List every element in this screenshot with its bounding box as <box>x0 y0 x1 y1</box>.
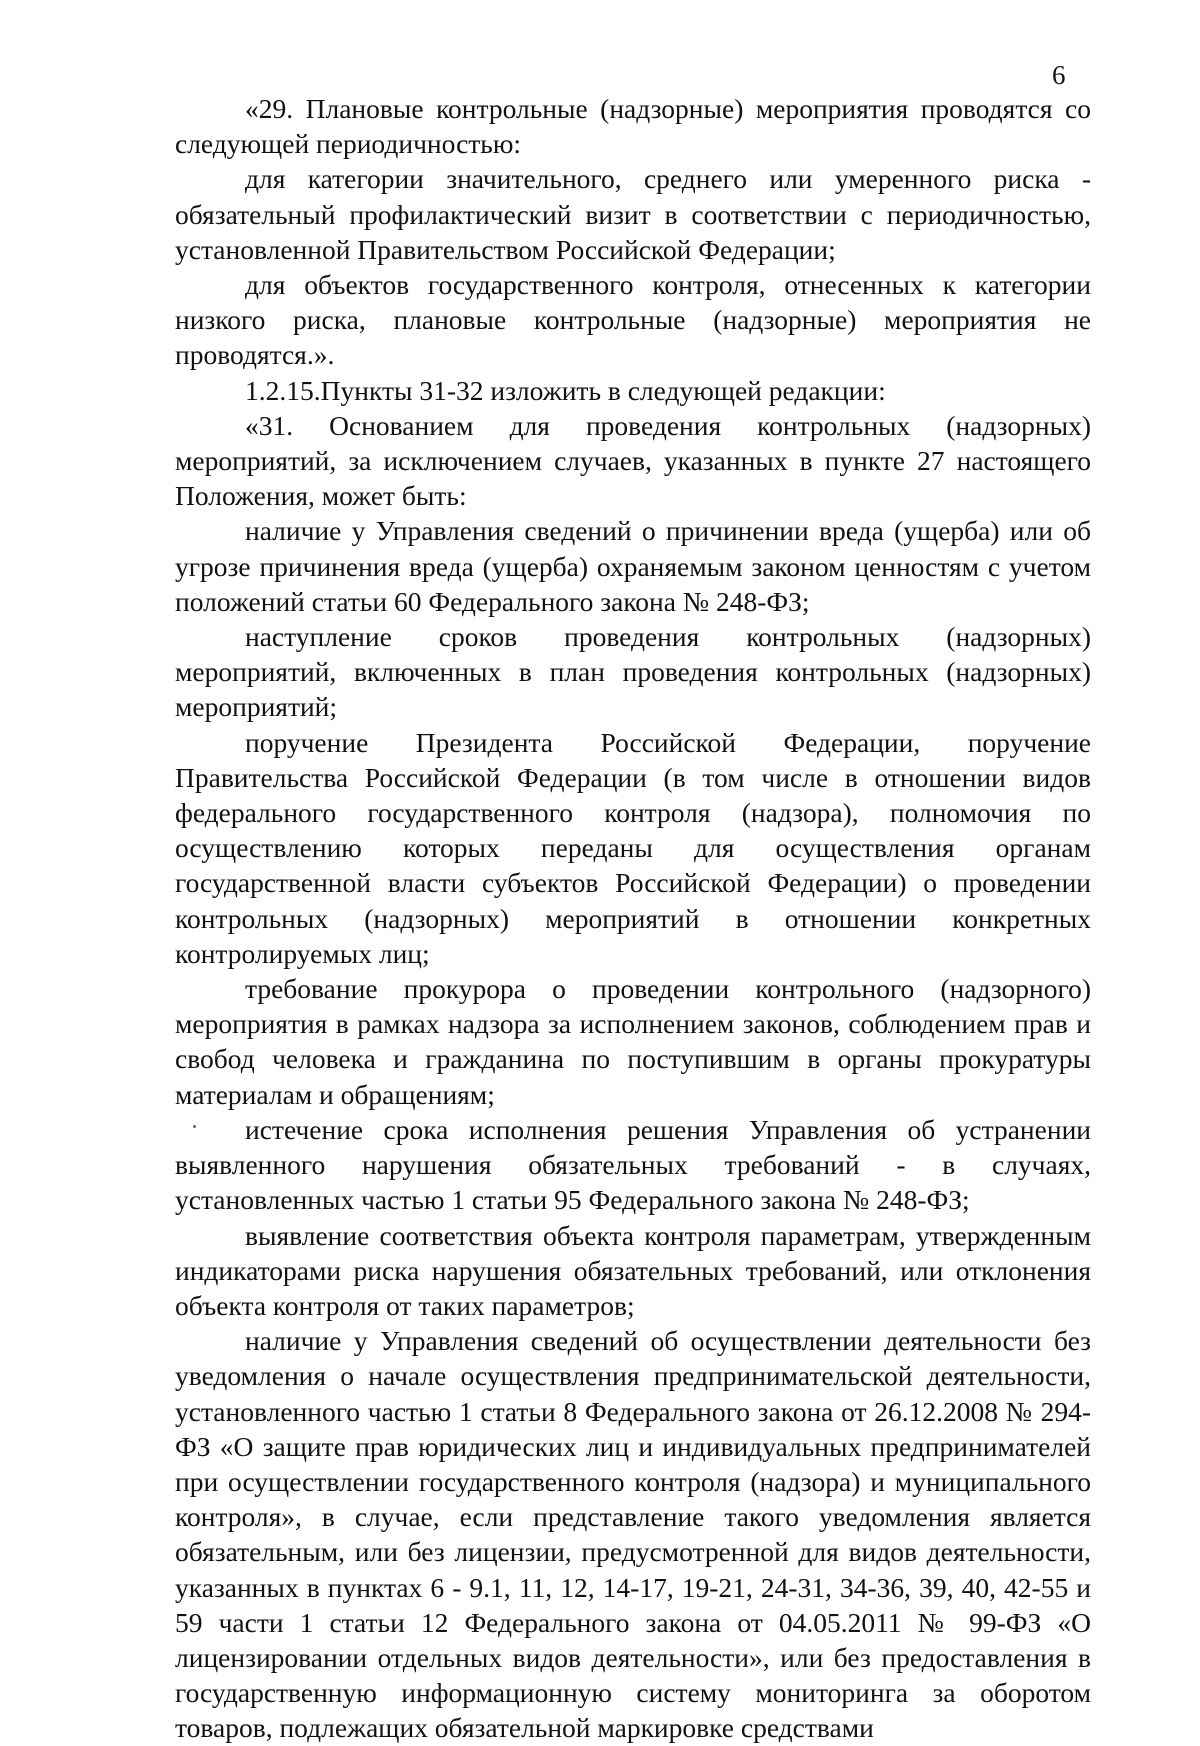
paragraph-prosecutor-demand: требование прокурора о проведении контрольного (надзорного) мероприятия в рамках надзора за исполнением законов, соблюдением прав и свобод человека и гражданина по поступившим в органы прокуратуры материалам и обращениям; <box>175 973 1091 1110</box>
paragraph-harm-info: наличие у Управления сведений о причинении вреда (ущерба) или об угрозе причинения вреда (ущерба) охраняемым законом ценностям с учетом положений статьи 60 Федерального закона № 248-ФЗ; <box>175 515 1091 617</box>
paragraph-risk-indicators: выявление соответствия объекта контроля параметрам, утвержденным индикаторами риска нарушения обязательных требований, или отклонения объекта контроля от таких параметров; <box>175 1219 1091 1321</box>
paragraph-no-notification: наличие у Управления сведений об осуществлении деятельности без уведомления о начале осуществления предпринимательской деятельности, установленного частью 1 статьи 8 Федерального закона от 26.12.2008 № 294-ФЗ «О защите прав юридических лиц и индивидуальных предпринимателей при осуществлении государственного контроля (надзора) и муниципального контроля», в случае, если представление такого уведомления является обязательным, или без лицензии, предусмотренной для видов деятельности, указанных в пунктах 6 - 9.1, 11, 12, 14-17, 19-21, 24-31, 34-36, 39, 40, 42-55 и 59 части 1 статьи 12 Федерального закона от 04.05.2011 № 99-ФЗ «О лицензировании отдельных видов деятельности», или без предоставления в государственную информационную систему мониторинга за оборотом товаров, подлежащих обязательной маркировке средствами <box>175 1325 1091 1744</box>
paragraph-scheduled-events: «29. Плановые контрольные (надзорные) мероприятия проводятся со следующей периодичностью: <box>175 93 1091 160</box>
paragraph-president-order: поручение Президента Российской Федерации, поручение Правительства Российской Федерации (в том числе в отношении видов федерального государственного контроля (надзора), полномочия по осуществлению которых переданы для осуществления органам государственной власти субъектов Российской Федерации) о проведении контрольных (надзорных) мероприятий в отношении конкретных контролируемых лиц; <box>175 726 1091 969</box>
page-number: 6 <box>1052 60 1066 90</box>
document-body <box>175 91 1091 1746</box>
paragraph-grounds: «31. Основанием для проведения контрольных (надзорных) мероприятий, за исключением случаев, указанных в пункте 27 настоящего Положения, может быть: <box>175 409 1091 512</box>
paragraph-decision-expiry: истечение срока исполнения решения Управления об устранении выявленного нарушения обязательных требований - в случаях, установленных частью 1 статьи 95 Федерального закона № 248-ФЗ; <box>175 1113 1091 1216</box>
paragraph-low-risk: для объектов государственного контроля, отнесенных к категории низкого риска, плановые контрольные (надзорные) мероприятия не проводятся.». <box>175 269 1091 371</box>
paragraph-amendment-31-32: 1.2.15.Пункты 31-32 изложить в следующей редакции: <box>245 374 886 406</box>
scan-speck <box>193 1125 196 1128</box>
paragraph-plan-deadlines: наступление сроков проведения контрольных (надзорных) мероприятий, включенных в план проведения контрольных (надзорных) мероприятий; <box>175 621 1091 723</box>
paragraph-significant-risk: для категории значительного, среднего или умеренного риска - обязательный профилактический визит в соответствии с периодичностью, установленной Правительством Российской Федерации; <box>175 163 1091 265</box>
